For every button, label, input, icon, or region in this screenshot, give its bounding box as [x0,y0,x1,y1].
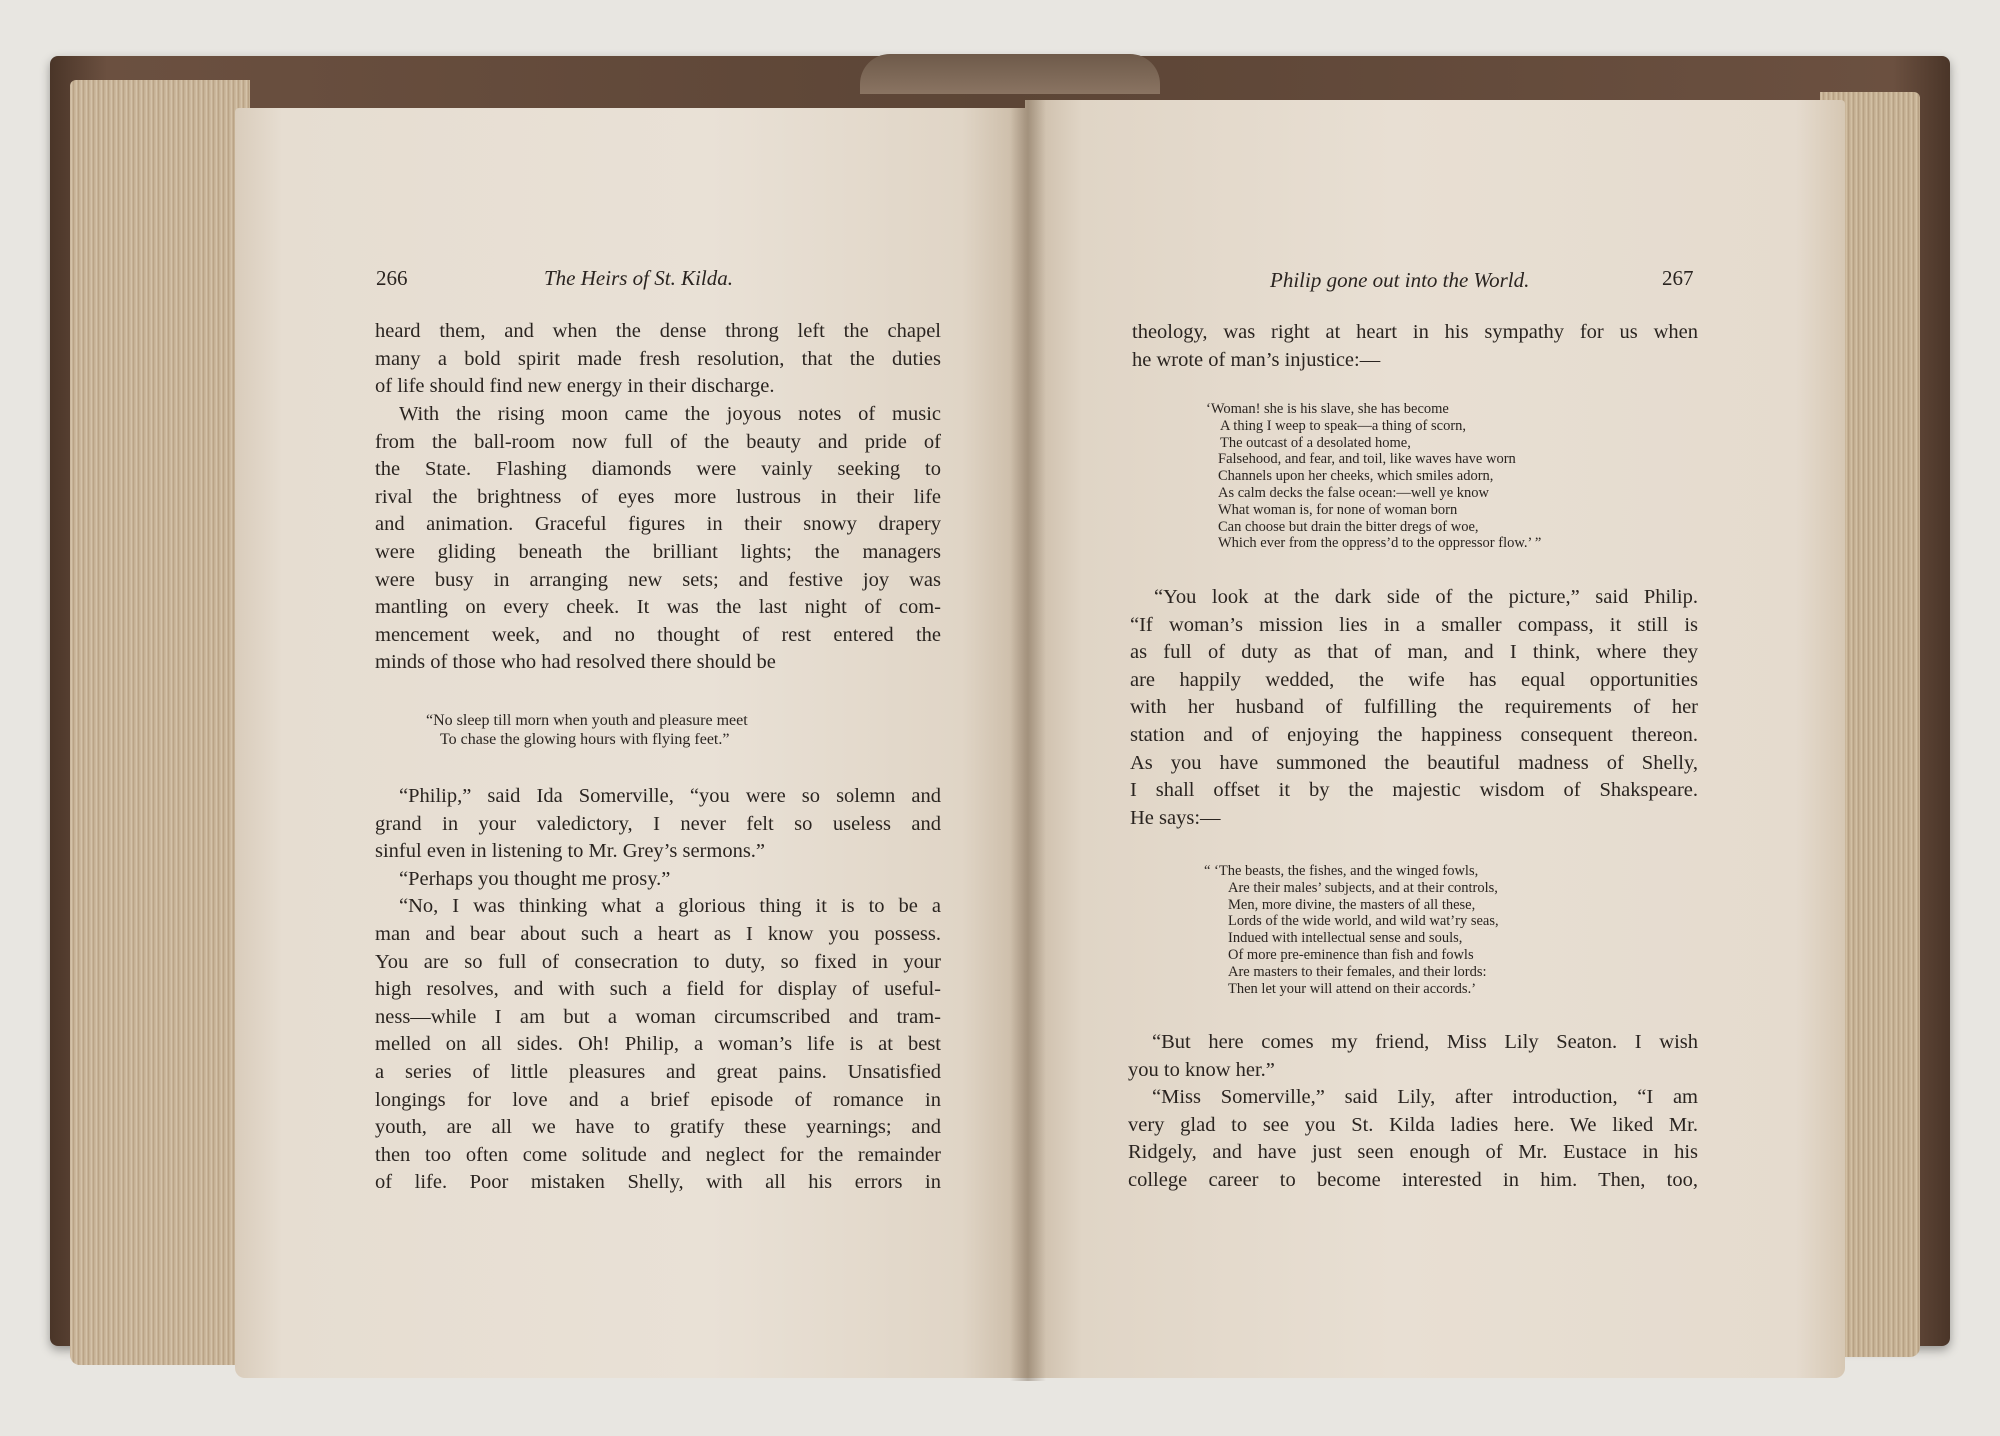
text-line: grand in your valedictory, I never felt so useless and [375,812,941,835]
poem-line: ‘Woman! she is his slave, she has become [1206,401,1449,417]
poem-line: Of more pre-eminence than fish and fowls [1228,946,1474,963]
text-line: ness—while I am but a woman circumscribed and tram- [375,1005,941,1028]
poem-line: “ ‘The beasts, the fishes, and the winged fowls, [1204,863,1479,879]
left-page-edges [70,80,250,1365]
text-line: a series of little pleasures and great pains. Unsatisfied [375,1060,941,1083]
text-line: theology, was right at heart in his sympathy for us when [1132,321,1698,343]
text-line: you to know her.” [1128,1058,1275,1081]
text-line: are happily wedded, the wife has equal opportunities [1130,668,1698,691]
text-line: from the ball-room now full of the beauty and pride of [375,430,941,453]
poem-line: Men, more divine, the masters of all these, [1228,896,1476,913]
poem-line: Channels upon her cheeks, which smiles adorn, [1218,468,1494,485]
text-line: and animation. Graceful figures in their snowy drapery [375,513,941,536]
text-line: rival the brightness of eyes more lustrous in their life [375,485,941,508]
poem-line: Falsehood, and fear, and toil, like waves have worn [1218,451,1516,468]
right-para-2 [1130,584,1698,832]
right-running-title: Philip gone out into the World. [1270,268,1530,292]
text-line: of life. Poor mistaken Shelly, with all his errors in [375,1171,941,1194]
text-line: station and of enjoying the happiness consequent thereon. [1130,723,1698,746]
text-line: mencement week, and no thought of rest entered the [375,623,941,646]
book-gutter [1010,96,1046,1381]
text-line: as full of duty as that of man, and I think, where they [1130,641,1698,664]
poem-line: The outcast of a desolated home, [1220,434,1411,451]
text-line: of life should find new energy in their discharge. [375,375,775,398]
text-line: With the rising moon came the joyous notes of music [399,403,941,425]
poem-line: What woman is, for none of woman born [1218,501,1458,518]
left-para-3 [375,783,941,1197]
text-line: melled on all sides. Oh! Philip, a woman’s life is at best [375,1033,941,1056]
text-line: “No, I was thinking what a glorious thing it is to be a [399,895,941,918]
text-line: with her husband of fulfilling the requirements of her [1130,696,1698,719]
text-line: “Philip,” said Ida Somerville, “you were so solemn and [399,785,941,807]
poem-line: Are masters to their females, and their lords: [1228,963,1487,980]
text-line: the State. Flashing diamonds were vainly seeking to [375,458,941,481]
text-line: As you have summoned the beautiful madness of Shelly, [1130,751,1698,774]
text-line: “If woman’s mission lies in a smaller compass, it still is [1130,613,1698,636]
left-para-1 [375,318,941,401]
text-line: “Miss Somerville,” said Lily, after introduction, “I am [1152,1086,1698,1109]
poem-line: As calm decks the false ocean:—well ye know [1218,484,1489,501]
quote-line: To chase the glowing hours with flying feet.” [440,731,730,748]
text-line: were busy in arranging new sets; and festive joy was [375,568,941,591]
text-line: many a bold spirit made fresh resolution, that the duties [375,347,941,370]
left-running-title: The Heirs of St. Kilda. [544,266,734,290]
text-line: Ridgely, and have just seen enough of Mr. Eustace in his [1128,1141,1698,1164]
text-line: “Perhaps you thought me prosy.” [399,867,671,890]
poem-line: Lords of the wide world, and wild wat’ry seas, [1228,913,1499,930]
poem-line: Which ever from the oppress’d to the oppressor flow.’ ” [1218,535,1542,552]
right-para-1 [1132,319,1698,374]
text-line: He says:— [1130,806,1221,829]
left-para-2 [375,401,941,677]
poem-line: Can choose but drain the bitter dregs of woe, [1218,518,1479,535]
text-line: man and bear about such a heart as I know you possess. [375,922,941,945]
quote-line: “No sleep till morn when youth and pleasure meet [426,712,748,729]
text-line: You are so full of consecration to duty, so fixed in your [375,950,941,973]
text-line: then too often come solitude and neglect for the remainder [375,1143,941,1166]
text-line: youth, are all we have to gratify these yearnings; and [375,1116,941,1139]
right-poem-shakspeare [1204,863,1499,997]
text-line: sinful even in listening to Mr. Grey’s sermons.” [375,840,766,863]
text-line: I shall offset it by the majestic wisdom of Shakspeare. [1130,779,1698,802]
left-quote [426,711,748,749]
text-line: very glad to see you St. Kilda ladies here. We liked Mr. [1128,1113,1698,1136]
right-poem-shelley [1206,401,1541,552]
text-line: longings for love and a brief episode of romance in [375,1088,941,1111]
text-line: minds of those who had resolved there should be [375,651,776,674]
poem-line: Then let your will attend on their accords.’ [1228,980,1477,997]
book-spine [860,54,1160,94]
right-para-3 [1128,1029,1698,1195]
text-line: he wrote of man’s injustice:— [1132,348,1381,371]
text-line: “But here comes my friend, Miss Lily Seaton. I wish [1152,1031,1698,1053]
poem-line: Are their males’ subjects, and at their controls, [1228,879,1498,896]
poem-line: Indued with intellectual sense and souls, [1228,930,1463,947]
text-line: mantling on every cheek. It was the last night of com- [375,596,941,619]
poem-line: A thing I weep to speak—a thing of scorn, [1220,417,1467,434]
text-line: “You look at the dark side of the picture,” said Philip. [1154,586,1698,608]
text-line: were gliding beneath the brilliant lights; the managers [375,540,941,563]
text-line: college career to become interested in him. Then, too, [1128,1168,1698,1191]
text-line: high resolves, and with such a field for display of useful- [375,978,941,1001]
text-line: heard them, and when the dense throng left the chapel [375,320,941,342]
left-page-number: 266 [376,266,408,290]
right-page-number: 267 [1662,266,1694,290]
